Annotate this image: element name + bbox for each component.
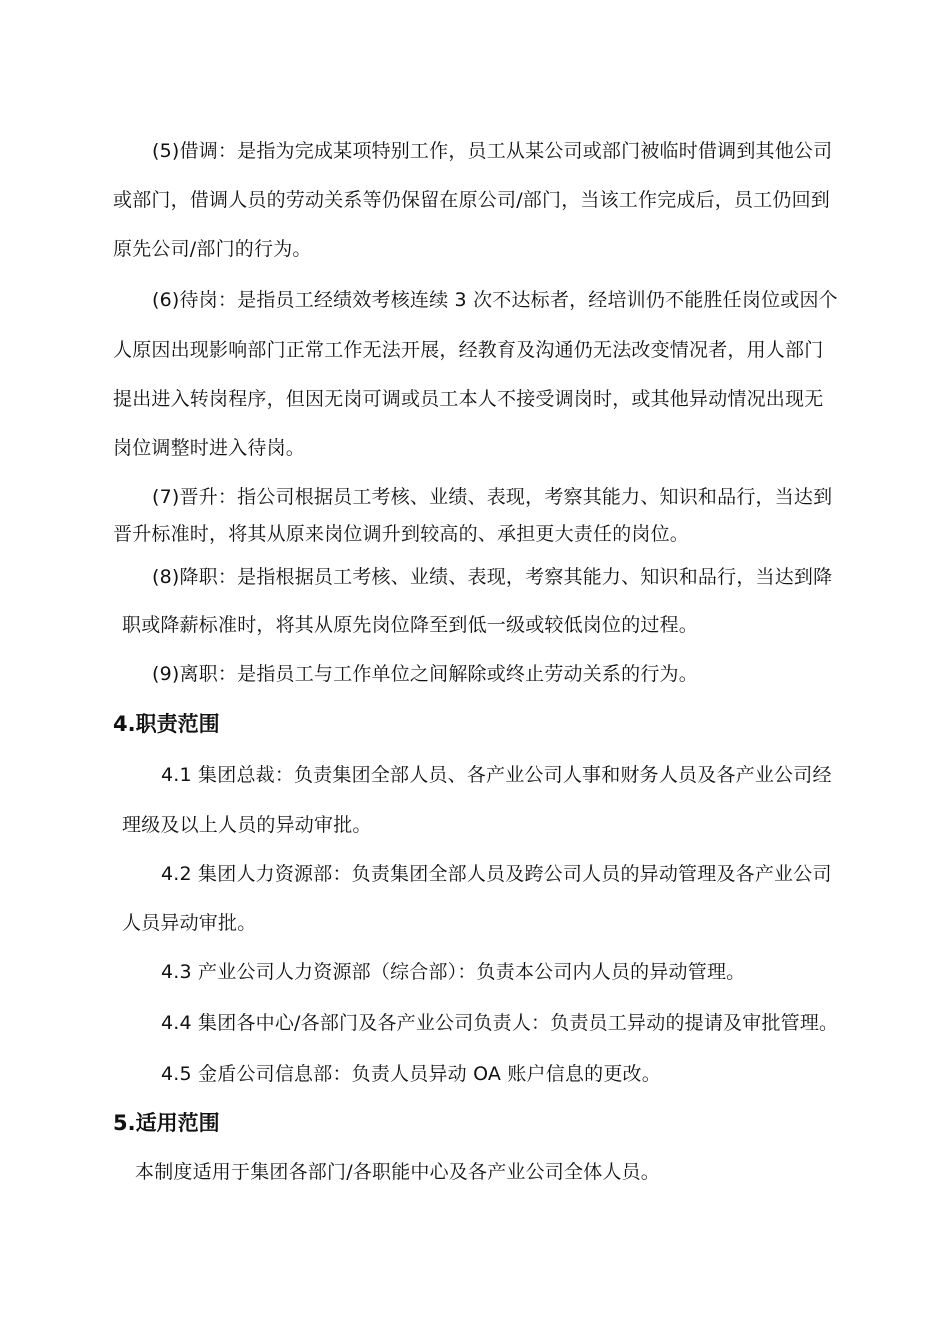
- responsibility-4-2-line-1: 4.2 集团人力资源部：负责集团全部人员及跨公司人员的异动管理及各产业公司: [161, 863, 832, 885]
- responsibility-4-3: 4.3 产业公司人力资源部（综合部）：负责本公司内人员的异动管理。: [161, 961, 746, 983]
- definition-6-line-2: 人原因出现影响部门正常工作无法开展，经教育及沟通仍无法改变情况者，用人部门: [113, 339, 824, 361]
- responsibility-4-1-line-2: 理级及以上人员的异动审批。: [122, 814, 372, 836]
- definition-5-line-2: 或部门，借调人员的劳动关系等仍保留在原公司/部门，当该工作完成后，员工仍回到: [113, 189, 831, 211]
- responsibility-4-5: 4.5 金盾公司信息部：负责人员异动 OA 账户信息的更改。: [161, 1063, 661, 1085]
- definition-5-line-3: 原先公司/部门的行为。: [113, 238, 312, 260]
- definition-6-line-1: (6)待岗：是指员工经绩效考核连续 3 次不达标者，经培训仍不能胜任岗位或因个: [152, 289, 838, 311]
- responsibility-4-2-line-2: 人员异动审批。: [122, 912, 257, 934]
- definition-7-line-1: (7)晋升：指公司根据员工考核、业绩、表现，考察其能力、知识和品行，当达到: [152, 486, 833, 508]
- definition-9-line-1: (9)离职：是指员工与工作单位之间解除或终止劳动关系的行为。: [152, 663, 698, 685]
- section-5-heading: 5.适用范围: [113, 1111, 220, 1135]
- definition-6-line-3: 提出进入转岗程序，但因无岗可调或员工本人不接受调岗时，或其他异动情况出现无: [113, 388, 824, 410]
- section-4-heading: 4.职责范围: [113, 712, 220, 736]
- definition-6-line-4: 岗位调整时进入待岗。: [113, 437, 306, 459]
- definition-5-line-1: (5)借调：是指为完成某项特别工作，员工从某公司或部门被临时借调到其他公司: [152, 140, 833, 162]
- responsibility-4-1-line-1: 4.1 集团总裁：负责集团全部人员、各产业公司人事和财务人员及各产业公司经: [161, 764, 832, 786]
- scope-text: 本制度适用于集团各部门/各职能中心及各产业公司全体人员。: [135, 1161, 661, 1183]
- responsibility-4-4: 4.4 集团各中心/各部门及各产业公司负责人：负责员工异动的提请及审批管理。: [161, 1012, 839, 1034]
- definition-8-line-2: 职或降薪标准时，将其从原先岗位降至到低一级或较低岗位的过程。: [122, 614, 699, 636]
- definition-7-line-2: 晋升标准时，将其从原来岗位调升到较高的、承担更大责任的岗位。: [113, 523, 690, 545]
- definition-8-line-1: (8)降职：是指根据员工考核、业绩、表现，考察其能力、知识和品行，当达到降: [152, 566, 833, 588]
